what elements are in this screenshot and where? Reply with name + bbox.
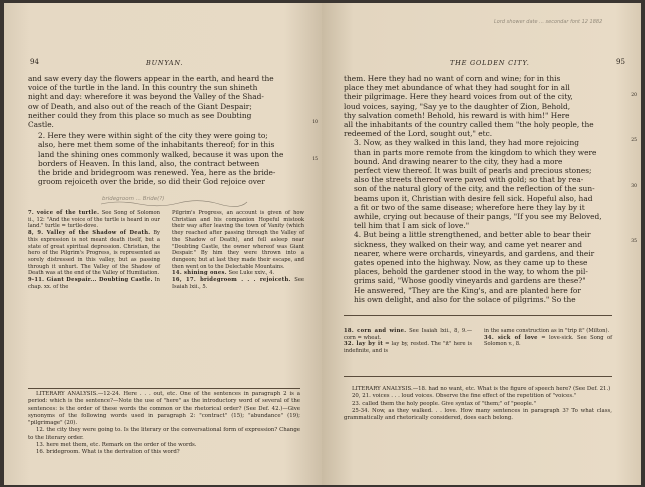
text-line: sickness, they walked on their way, and came yet nearer and: [354, 239, 582, 249]
text-line: voice of the turtle in the land. In this country the sun shineth: [28, 83, 258, 93]
line-number: 25: [631, 138, 637, 143]
footnote-text: Pilgrim's Progress, an account is given of how Christian and his companion Hopeful mistook their way after leaving the town of Vanity (which they reached after passing through the Valley of the Shadow of Death), and fell asleep near "Doubting Castle, the owner whereof was Giant Despair." By him they were thrown into a dungeon; but at last they made their escape, and then went on to the Delectable Mountains.: [172, 210, 304, 270]
footnote: [344, 328, 472, 341]
text-line: also the streets thereof were paved with gold; so that by rea-: [354, 175, 584, 185]
text-line: also, here met them some of the inhabitants thereof; for in this: [38, 140, 275, 150]
text-line: his own delight, and also for the solace of pilgrims." So the: [354, 294, 576, 304]
footnote-column-left: [344, 328, 472, 355]
analysis-paragraph: 16. bridegroom. What is the derivation of this word?: [36, 449, 180, 456]
text-line: 4. But being a little strengthened, and better able to bear their: [354, 230, 591, 240]
text-line: than in parts more remote from the kingdom to which they were: [354, 147, 597, 157]
text-line: He answered, "They are the King's, and are planted here for: [354, 285, 581, 295]
pencil-annotation: bridegroom ... Bride(?): [102, 196, 165, 202]
body-text: [28, 74, 300, 186]
left-page: [4, 3, 322, 485]
footnotes: [344, 328, 612, 368]
text-line: place they met abundance of what they had sought for in all: [344, 83, 570, 93]
text-line: ow of Death, and also out of the reach of the Giant Despair;: [28, 101, 252, 111]
paragraph-3: [344, 138, 612, 230]
footnote-text: = lay by, rested. The "it" here is indefinite, and is: [344, 341, 472, 355]
line-number: 15: [312, 157, 318, 162]
text-line: tell him that I am sick of love.": [354, 221, 470, 231]
running-head: THE GOLDEN CITY.: [450, 59, 530, 67]
text-line: awhile, crying out because of their pangs, "If you see my Beloved,: [354, 212, 602, 222]
text-line: night and day: wherefore it was beyond the Valley of the Shad-: [28, 92, 264, 102]
running-head: BUNYAN.: [146, 59, 184, 67]
text-line: gates opened into the highway. Now, as they came up to these: [354, 258, 588, 268]
analysis-paragraph: 20, 21. voices . . . loud voices. Observe the fine effect of the repetition of "voices.": [352, 393, 577, 400]
text-line: the bride and bridegroom was renewed. Yea, here as the bride-: [38, 168, 276, 178]
text-line: a fit or two of the same disease; wherefore here they lay by it: [354, 202, 585, 212]
page-number: 95: [616, 58, 625, 66]
body-text: [344, 74, 612, 304]
footnote-text: By this expression is not meant death itself, but a state of great spiritual depression. Christian, the hero of the Pilgrim's Progress, is represented as sorely distressed in this valley, but as passing through it unhurt. The Valley of the Shadow of Death was at the end of the Valley of Humiliation.: [28, 230, 160, 277]
footnote-ref: 14. shining ones.: [172, 270, 227, 277]
footnote-ref: 32. lay by it: [344, 341, 384, 348]
analysis-paragraph: LITERARY ANALYSIS.—18. had no want, etc. What is the figure of speech here? (See Def. 21.): [352, 386, 611, 392]
text-line: perfect view thereof. It was built of pearls and precious stones;: [354, 166, 592, 176]
footnote: [484, 335, 612, 348]
divider: [344, 315, 612, 316]
footnote-text: See Luke xxiv., 4.: [228, 270, 275, 277]
footnote-ref: 8, 9. Valley of the Shadow of Death.: [28, 230, 151, 237]
footnotes: [28, 210, 304, 315]
text-line: thy salvation cometh! Behold, his reward is with him!" Here: [344, 110, 570, 120]
footnote-ref: 7. voice of the turtle.: [28, 210, 100, 216]
literary-analysis: [344, 386, 612, 422]
text-line: beams upon it, Christian with desire fell sick. Hopeful also, had: [354, 193, 593, 203]
pencil-annotation: Lord shower date ... secondar font 12 1882: [494, 19, 603, 25]
line-number: 20: [631, 93, 637, 98]
analysis-paragraph: 13. here met them, etc. Remark on the order of the words.: [36, 442, 197, 449]
page-number: 94: [30, 58, 39, 66]
footnote: [172, 277, 304, 290]
text-line: Castle.: [28, 120, 54, 130]
paragraph-2-continued: [344, 74, 612, 138]
pencil-scribble: [99, 198, 249, 208]
text-line: loud voices, saying, "Say ye to the daughter of Zion, Behold,: [344, 101, 571, 111]
analysis-paragraph: 12. the city they were going to. Is the literary or the conversational form of expression? Change to the literary order.: [28, 427, 300, 441]
divider: [28, 388, 300, 389]
analysis-paragraph: 23. called them the holy people. Give syntax of "them;" of "people.": [352, 400, 537, 407]
text-line: groom rejoiceth over the bride, so did their God rejoice over: [38, 177, 265, 187]
text-line: them. Here they had no want of corn and wine; for in this: [344, 74, 561, 83]
line-number: 35: [631, 239, 637, 244]
footnote: [172, 270, 304, 277]
analysis-paragraph: LITERARY ANALYSIS.—12-24. Here . . . out, etc. One of the sentences in paragraph 2 is a period: which is the sentence?—Note the use of "here" as the introductory word of several of the sentences: is the order of these words the common or the rhetorical order? (See Def. 42.)—Give synonyms of the following words used in paragraph 2: "contract" (15); "abundance" (19); "pilgrimage" (20).: [28, 391, 300, 427]
footnote-ref: 34. sick of love: [484, 334, 538, 341]
footnote-text: In chap. xx. of the: [28, 277, 160, 290]
text-line: son of the natural glory of the city, and the reflection of the sun-: [354, 184, 595, 194]
text-line: nearer, where were orchards, vineyards, and gardens, and their: [354, 248, 595, 258]
footnote-text: = love-sick. See Song of Solomon v., 8.: [484, 334, 613, 348]
text-line: 3. Now, as they walked in this land, they had more rejoicing: [354, 138, 579, 148]
footnote-column-right: [172, 210, 304, 290]
footnote: [28, 277, 160, 290]
text-line: and saw every day the flowers appear in the earth, and heard the: [28, 74, 274, 83]
analysis-paragraph: 25-34. Now, as they walked. . . love. How many sentences in paragraph 3? To what class, grammatically and rhetorically considered, does each belong.: [344, 407, 612, 422]
footnote-text: in the same construction as in "trip it" (Milton).: [484, 328, 610, 334]
book-spread: [4, 3, 641, 485]
text-line: places, behold the gardener stood in the way, to whom the pil-: [354, 267, 588, 277]
text-line: grims said, "Whose goodly vineyards and gardens are these?": [354, 276, 586, 286]
footnote-ref: 9-11. Giant Despair... Doubting Castle.: [28, 277, 153, 284]
paragraph-1: [28, 74, 300, 129]
line-number: 10: [312, 120, 318, 125]
text-line: 2. Here they were within sight of the city they were going to;: [38, 131, 268, 141]
text-line: redeemed of the Lord, sought out," etc.: [344, 129, 493, 139]
footnote-text: See Song of Solomon ii., 12: "And the voice of the turtle is heard in our land." turtle = turtle-dove.: [28, 210, 160, 230]
text-line: all the inhabitants of the country called them "the holy people, the: [344, 120, 594, 130]
footnote: [484, 328, 612, 335]
footnote: [344, 341, 472, 354]
footnote: [28, 210, 160, 230]
footnote: [172, 210, 304, 270]
text-line: neither could they from this place so much as see Doubting: [28, 110, 252, 120]
paragraph-2: [28, 131, 300, 186]
text-line: borders of Heaven. In this land, also, the contract between: [38, 158, 260, 168]
text-line: bound. And drawing nearer to the city, they had a more: [354, 156, 563, 166]
footnote-column-right: [484, 328, 612, 348]
footnote-column-left: [28, 210, 160, 290]
divider: [344, 376, 612, 377]
footnote-ref: 18. corn and wine.: [344, 328, 407, 334]
text-line: land the shining ones commonly walked, because it was upon the: [38, 149, 284, 159]
literary-analysis: [28, 391, 300, 457]
right-page: [322, 3, 641, 485]
text-line: their pilgrimage. Here they heard voices from out of the city,: [344, 92, 573, 102]
footnote-ref: 16, 17. bridegroom . . . rejoiceth.: [172, 277, 291, 284]
paragraph-4: [344, 230, 612, 304]
line-number: 30: [631, 184, 637, 189]
footnote-text: See Isaiah lxii., 8, 9.—corn = wheat.: [344, 328, 473, 341]
footnote-text: See Isaiah lxii., 5.: [172, 277, 304, 290]
footnote: [28, 230, 160, 277]
